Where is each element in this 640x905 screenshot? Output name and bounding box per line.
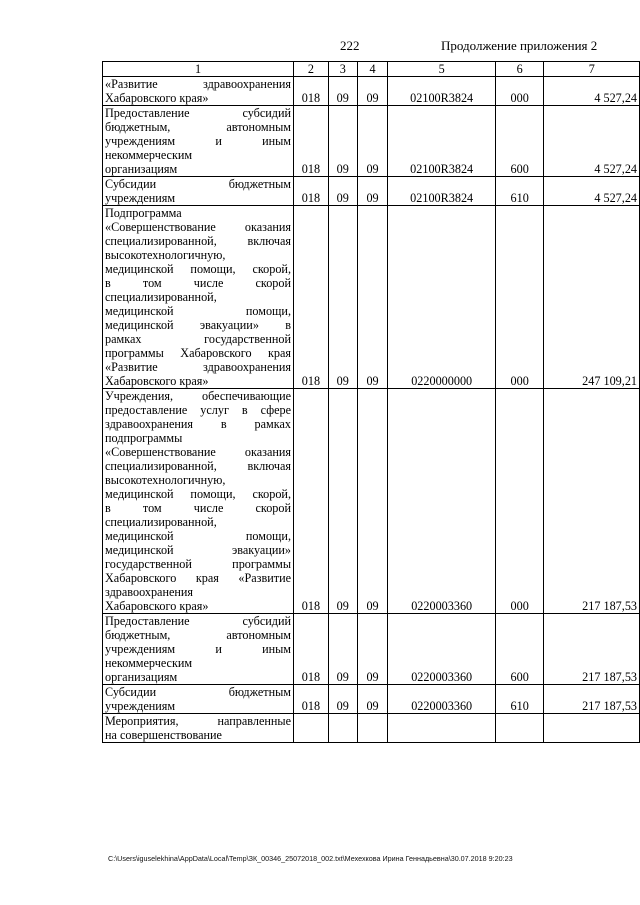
subsection-cell: 09 xyxy=(357,685,388,714)
table-row xyxy=(103,77,640,106)
target-article-cell: 02100R3824 xyxy=(388,177,495,206)
code-cell: 018 xyxy=(294,106,329,177)
column-header: 3 xyxy=(328,62,357,77)
row-name-line: учреждениям и иным xyxy=(105,642,292,656)
row-name-line: на совершенствование xyxy=(105,728,222,742)
section-cell: 09 xyxy=(328,106,357,177)
table-header-row xyxy=(103,62,640,77)
section-cell: 09 xyxy=(328,177,357,206)
row-name-line: «Развитие здравоохранения xyxy=(105,77,292,91)
row-name-cell xyxy=(103,77,294,106)
code-cell: 018 xyxy=(294,614,329,685)
subsection-cell xyxy=(357,714,388,743)
subsection-cell: 09 xyxy=(357,614,388,685)
continuation-label: Продолжение приложения 2 xyxy=(441,38,598,53)
column-header: 2 xyxy=(294,62,329,77)
row-name-line: здравоохранения в рамках xyxy=(105,417,292,431)
row-name-line: учреждениям и иным xyxy=(105,134,292,148)
row-name-line: предоставление услуг в сфере xyxy=(105,403,292,417)
expense-type-cell: 600 xyxy=(495,106,544,177)
expense-type-cell: 000 xyxy=(495,389,544,614)
subsection-cell: 09 xyxy=(357,77,388,106)
amount-cell: 247 109,21 xyxy=(544,206,640,389)
row-name-cell xyxy=(103,106,294,177)
row-name-line: в том числе скорой xyxy=(105,501,292,515)
row-name-line: здравоохранения xyxy=(105,585,194,599)
file-path-footer: C:\Users\iguselekhina\AppData\Local\Temp\ЗК_00346_25072018_002.txt\Мехехкова Ирина Геннадьевна\30.07.2018 9:20:23 xyxy=(108,854,513,863)
row-name-line: «Совершенствование оказания xyxy=(105,445,292,459)
target-article-cell: 02100R3824 xyxy=(388,77,495,106)
row-name-line: медицинской эвакуации» xyxy=(105,543,292,557)
row-name-line: рамках государственной xyxy=(105,332,292,346)
row-name-line: медицинской помощи, xyxy=(105,529,292,543)
section-cell: 09 xyxy=(328,77,357,106)
target-article-cell: 0220003360 xyxy=(388,685,495,714)
row-name-line: медицинской эвакуации» в xyxy=(105,318,292,332)
row-name-line: некоммерческим xyxy=(105,148,193,162)
row-name-line: учреждениям xyxy=(105,699,176,713)
section-cell: 09 xyxy=(328,389,357,614)
row-name-line: специализированной, включая xyxy=(105,459,292,473)
table-row xyxy=(103,714,640,743)
amount-cell: 4 527,24 xyxy=(544,177,640,206)
expense-type-cell: 600 xyxy=(495,614,544,685)
row-name-line: подпрограммы xyxy=(105,431,183,445)
row-name-line: Предоставление субсидий xyxy=(105,106,292,120)
row-name-cell xyxy=(103,714,294,743)
column-header: 1 xyxy=(103,62,294,77)
row-name-line: медицинской помощи, скорой, xyxy=(105,487,292,501)
row-name-cell xyxy=(103,685,294,714)
page-number: 222 xyxy=(340,38,360,53)
code-cell: 018 xyxy=(294,77,329,106)
row-name-line: государственной программы xyxy=(105,557,292,571)
amount-cell xyxy=(544,714,640,743)
expense-type-cell: 000 xyxy=(495,206,544,389)
amount-cell: 217 187,53 xyxy=(544,685,640,714)
section-cell: 09 xyxy=(328,685,357,714)
row-name-line: организациям xyxy=(105,670,178,684)
row-name-line: специализированной, xyxy=(105,290,217,304)
target-article-cell xyxy=(388,714,495,743)
row-name-line: высокотехнологичную, xyxy=(105,473,226,487)
page-header xyxy=(0,38,640,56)
row-name-line: Мероприятия, направленные xyxy=(105,714,292,728)
row-name-cell xyxy=(103,177,294,206)
code-cell xyxy=(294,714,329,743)
column-header: 7 xyxy=(544,62,640,77)
row-name-cell xyxy=(103,206,294,389)
expense-type-cell: 000 xyxy=(495,77,544,106)
subsection-cell: 09 xyxy=(357,206,388,389)
row-name-line: Хабаровского края» xyxy=(105,599,209,613)
amount-cell: 217 187,53 xyxy=(544,389,640,614)
row-name-line: «Развитие здравоохранения xyxy=(105,360,292,374)
code-cell: 018 xyxy=(294,389,329,614)
table-row xyxy=(103,685,640,714)
row-name-line: «Совершенствование оказания xyxy=(105,220,292,234)
subsection-cell: 09 xyxy=(357,177,388,206)
target-article-cell: 0220003360 xyxy=(388,614,495,685)
row-name-cell xyxy=(103,389,294,614)
target-article-cell: 02100R3824 xyxy=(388,106,495,177)
target-article-cell: 0220000000 xyxy=(388,206,495,389)
table-row xyxy=(103,614,640,685)
row-name-line: бюджетным, автономным xyxy=(105,628,292,642)
row-name-cell xyxy=(103,614,294,685)
section-cell: 09 xyxy=(328,614,357,685)
row-name-line: организациям xyxy=(105,162,178,176)
column-header: 5 xyxy=(388,62,495,77)
amount-cell: 4 527,24 xyxy=(544,77,640,106)
column-header: 6 xyxy=(495,62,544,77)
column-header: 4 xyxy=(357,62,388,77)
subsection-cell: 09 xyxy=(357,389,388,614)
code-cell: 018 xyxy=(294,685,329,714)
table-row xyxy=(103,389,640,614)
code-cell: 018 xyxy=(294,177,329,206)
table-row xyxy=(103,106,640,177)
section-cell: 09 xyxy=(328,206,357,389)
row-name-line: бюджетным, автономным xyxy=(105,120,292,134)
row-name-line: программы Хабаровского края xyxy=(105,346,292,360)
row-name-line: учреждениям xyxy=(105,191,176,205)
expense-type-cell: 610 xyxy=(495,685,544,714)
row-name-line: специализированной, xyxy=(105,515,217,529)
row-name-line: Хабаровского края» xyxy=(105,374,209,388)
row-name-line: в том числе скорой xyxy=(105,276,292,290)
amount-cell: 217 187,53 xyxy=(544,614,640,685)
row-name-line: Субсидии бюджетным xyxy=(105,685,292,699)
table-row xyxy=(103,177,640,206)
budget-table xyxy=(102,61,640,743)
amount-cell: 4 527,24 xyxy=(544,106,640,177)
row-name-line: Хабаровского края «Развитие xyxy=(105,571,292,585)
section-cell xyxy=(328,714,357,743)
row-name-line: Учреждения, обеспечивающие xyxy=(105,389,292,403)
code-cell: 018 xyxy=(294,206,329,389)
expense-type-cell xyxy=(495,714,544,743)
row-name-line: высокотехнологичную, xyxy=(105,248,226,262)
row-name-line: Подпрограмма xyxy=(105,206,182,220)
table-row xyxy=(103,206,640,389)
expense-type-cell: 610 xyxy=(495,177,544,206)
row-name-line: некоммерческим xyxy=(105,656,193,670)
target-article-cell: 0220003360 xyxy=(388,389,495,614)
row-name-line: Предоставление субсидий xyxy=(105,614,292,628)
row-name-line: Субсидии бюджетным xyxy=(105,177,292,191)
row-name-line: медицинской помощи, xyxy=(105,304,292,318)
row-name-line: специализированной, включая xyxy=(105,234,292,248)
row-name-line: медицинской помощи, скорой, xyxy=(105,262,292,276)
row-name-line: Хабаровского края» xyxy=(105,91,209,105)
subsection-cell: 09 xyxy=(357,106,388,177)
